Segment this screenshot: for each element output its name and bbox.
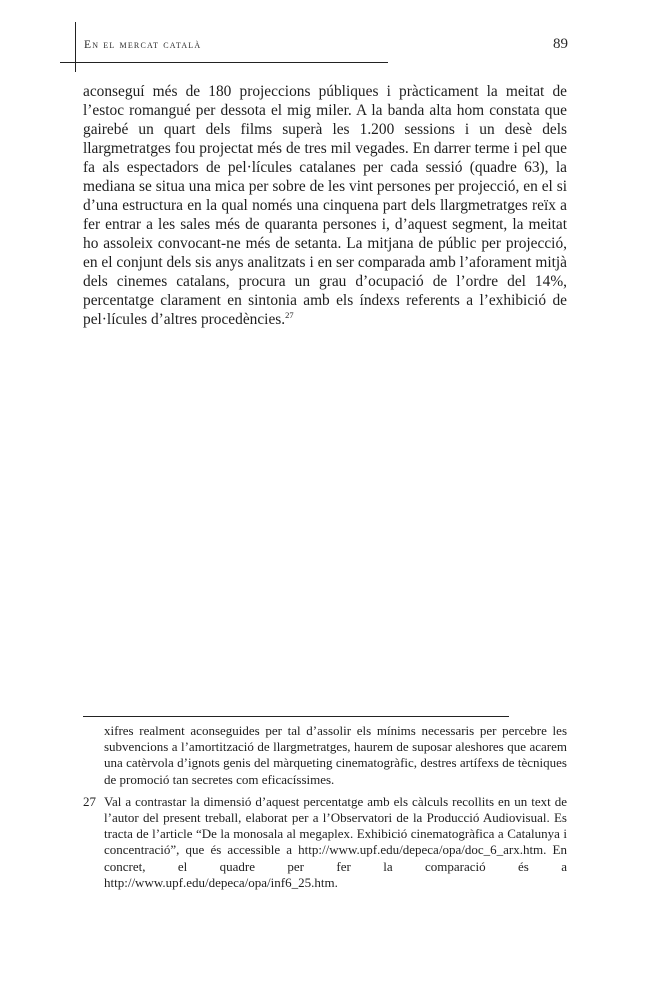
body-paragraph <box>83 82 567 329</box>
footnote-text: Val a contrastar la dimensió d’aquest percentatge amb els càlculs recollits en un text de l’autor del present treball, elaborat per a l’Observatori de la Producció Audiovisual. Es tracta de l’article “De la monosala al megaplex. Exhibició cinematogràfica a Catalunya i concentració”, que és accessible a http://www.upf.edu/depeca/opa/doc_6_arx.htm. En concret, el quadre per fer la comparació és a http://www.upf.edu/depeca/opa/inf6_25.htm. <box>104 793 567 890</box>
footnote-number: 27 <box>83 793 96 809</box>
main-text <box>83 82 567 329</box>
footnote-number <box>83 723 104 788</box>
footnote-separator <box>83 716 509 717</box>
running-head: En el mercat català <box>84 39 202 51</box>
footnote-reference[interactable]: 27 <box>285 309 294 320</box>
header-vertical-rule <box>75 22 76 72</box>
footnote-27 <box>83 794 567 891</box>
page-number: 89 <box>553 36 568 52</box>
footnote-continued <box>83 723 567 788</box>
footnotes <box>83 723 567 891</box>
paragraph-text: aconseguí més de 180 projeccions públiques i pràcticament la meitat de l’estoc romangué per dessota el mig miler. A la banda alta hom constata que gairebé un quart dels films superà les 1.200 sessions i un desè dels llargmetratges fou projectat més de tres mil vegades. En darrer terme i pel que fa als espectadors de pel·lícules catalanes per cada sessió (quadre 63), la mediana se situa una mica per sobre de les vint persones per projecció, en el si d’una estructura en la qual només una cinquena part dels llargmetratges reïx a fer entrar a les sales més de quaranta persones i, d’aquest segment, la meitat ho assoleix convocant-ne més de setanta. La mitjana de públic per projecció, en el conjunt dels sis anys analitzats i en ser comparada amb l’aforament mitjà dels cinemes catalans, procura un grau d’ocupació de l’ordre del 14%, percentatge clarament en sintonia amb els índexs referents a l’exhibició de pel·lícules d’altres procedències. <box>83 83 567 328</box>
header-horizontal-rule <box>60 62 388 63</box>
footnote-text: xifres realment aconseguides per tal d’assolir els mínims necessaris per percebre les subvencions a l’amortització de llargmetratges, haurem de suposar aleshores que acarem una catèrvola d’ignots genis del màrqueting cinematogràfic, destres artífexs de tècniques de promoció tan secretes com eficacíssimes. <box>104 723 567 787</box>
